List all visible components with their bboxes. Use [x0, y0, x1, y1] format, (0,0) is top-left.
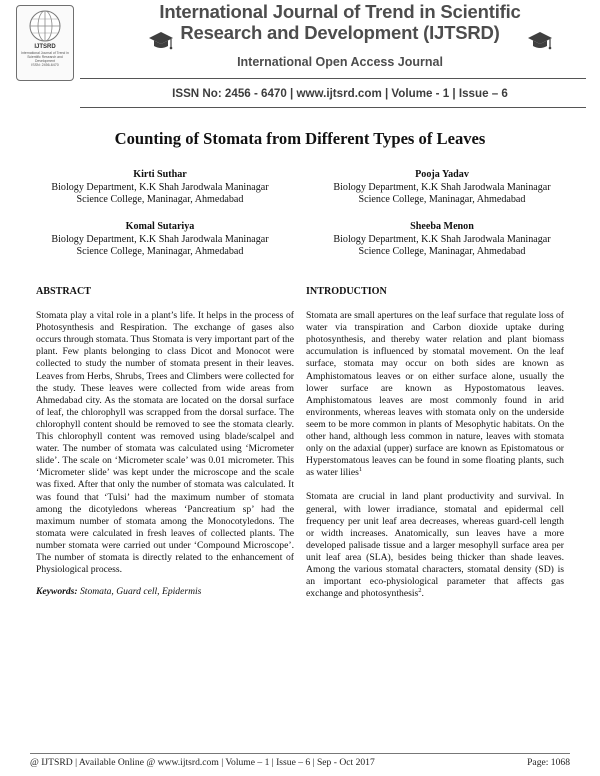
paragraph-text: Stomata are small apertures on the leaf surface that regulate loss of water via transpiration and Carbon dioxide uptake during photosynthesis, and thereby water relation and plant biomass accumulation is influenced by stomatal movement. On the leaf surface, stomata may occur on both sides are known as Amphistomatous leaves or on either surface alone, usually the lower surface are known as Hypostomatous leaves. Amphistomatous leaves are most commonly found in arid environments, whereas leaves with stomata only on the underside seem to be more common in plants of Mesophytic habitats. On the other hand, although less common in nature, leaves with stomata only on the adaxial (upper) surface are known as Epistomatous or Hyperstomatous leaves can be found in some floating plants, such as water lilies	[306, 310, 564, 479]
keywords-text: Stomata, Guard cell, Epidermis	[77, 586, 202, 598]
keywords-label: Keywords:	[36, 586, 78, 598]
author-block	[302, 221, 582, 259]
paper-title: Counting of Stomata from Different Types of Leaves	[114, 129, 486, 148]
reference-marker: 2	[418, 586, 422, 594]
keywords-line	[36, 586, 294, 598]
journal-logo	[16, 5, 74, 81]
masthead-divider-top	[80, 78, 586, 79]
reference-marker: 1	[358, 466, 363, 474]
author-affiliation: Science College, Maninagar, Ahmedabad	[358, 194, 526, 206]
journal-subtitle: International Open Access Journal	[237, 55, 443, 69]
abstract-text: Stomata play a vital role in a plant’s life. It helps in the process of Photosynthesis and Respiration. The exchange of gases also occurs through stomata. Thus Stomata is very important part of the plant. Few plants belonging to class Dicot and Monocot were collected to study the number of stomata present in their leaves. Leaves from Herbs, Shrubs, Trees and Climbers were collected for the study. These leaves were collected from wide areas from Ahmedabad city. As the stomata are located on the dorsal surface of leaf, the chlorophyll was scrapped from the dorsal surface. The chlorophyll content should be removed to see the stomata clearly. This chlorophyll content was removed using blade/scalpel and water. The number of stomata was calculated using ‘Micrometer slide’. The scale on ‘Micrometer scale’ was 0.01 micrometer. This ‘Micrometer slide’ was kept under the microscope and the scale was fixed. After that only the number of stomata was calculated. It was found that ‘Tulsi’ had the maximum number of stomata among the dicotyledons whereas ‘Pancreatium sp’ had the maximum number of stomata among the Monocotyledons. The stomata were calculated in fresh leaves of collected plants. The number stomata were carried out under ‘Compound Microscope’. The number of stomata is directly related to the enhancement of Physiological process.	[36, 310, 294, 576]
logo-issn: ISSN: 2456-6470	[31, 63, 59, 67]
footer-citation: @ IJTSRD | Available Online @ www.ijtsrd.com | Volume – 1 | Issue – 6 | Sep - Oct 2017	[30, 757, 375, 768]
masthead-divider-bottom	[80, 107, 586, 108]
author-name: Komal Sutariya	[125, 221, 195, 232]
journal-title-line2: Research and Development (IJTSRD)	[180, 22, 500, 43]
author-block	[20, 221, 300, 259]
introduction-paragraph	[306, 491, 564, 600]
logo-subtext: International Journal of Trend in Scientific Research and Development	[21, 51, 69, 63]
journal-title	[80, 1, 600, 43]
page-number: Page: 1068	[527, 757, 570, 768]
author-affiliation: Science College, Maninagar, Ahmedabad	[76, 194, 244, 206]
author-affiliation: Science College, Maninagar, Ahmedabad	[76, 246, 244, 258]
introduction-heading: INTRODUCTION	[306, 286, 387, 297]
author-affiliation: Science College, Maninagar, Ahmedabad	[358, 246, 526, 258]
logo-brand-text: IJTSRD	[34, 44, 56, 50]
author-name: Kirti Suthar	[133, 169, 187, 180]
globe-logo-icon	[28, 9, 62, 43]
paragraph-text: Stomata are crucial in land plant productivity and survival. In general, with lower irradiance, stomatal and epidermal cell frequency per unit leaf area decreases, whereas guard-cell length or width increases. Anatomically, sun leaves have a more developed palisade tissue and a larger mesophyll surface area per unit leaf area (SLA), besides being thicker than shade leaves. Among the various stomatal characters, stomatal density (SD) is an important eco-physiological parameter that affects gas exchange and photosynthesis	[306, 491, 564, 600]
paragraph-end: .	[421, 588, 424, 600]
issn-line: ISSN No: 2456 - 6470 | www.ijtsrd.com | Volume - 1 | Issue – 6	[172, 87, 508, 100]
author-affiliation: Biology Department, K.K Shah Jarodwala Maninagar	[51, 233, 269, 245]
author-name: Sheeba Menon	[410, 221, 474, 232]
introduction-section	[306, 286, 564, 600]
author-affiliation: Biology Department, K.K Shah Jarodwala Maninagar	[333, 233, 551, 245]
author-block	[20, 169, 300, 207]
author-block	[302, 169, 582, 207]
journal-masthead	[0, 0, 600, 110]
author-affiliation: Biology Department, K.K Shah Jarodwala Maninagar	[51, 181, 269, 193]
abstract-heading: ABSTRACT	[36, 286, 91, 297]
abstract-section	[36, 286, 294, 598]
author-affiliation: Biology Department, K.K Shah Jarodwala Maninagar	[333, 181, 551, 193]
author-name: Pooja Yadav	[415, 169, 469, 180]
journal-title-line1: International Journal of Trend in Scientific	[159, 1, 521, 22]
introduction-paragraph	[306, 310, 564, 479]
footer-divider	[30, 753, 570, 754]
